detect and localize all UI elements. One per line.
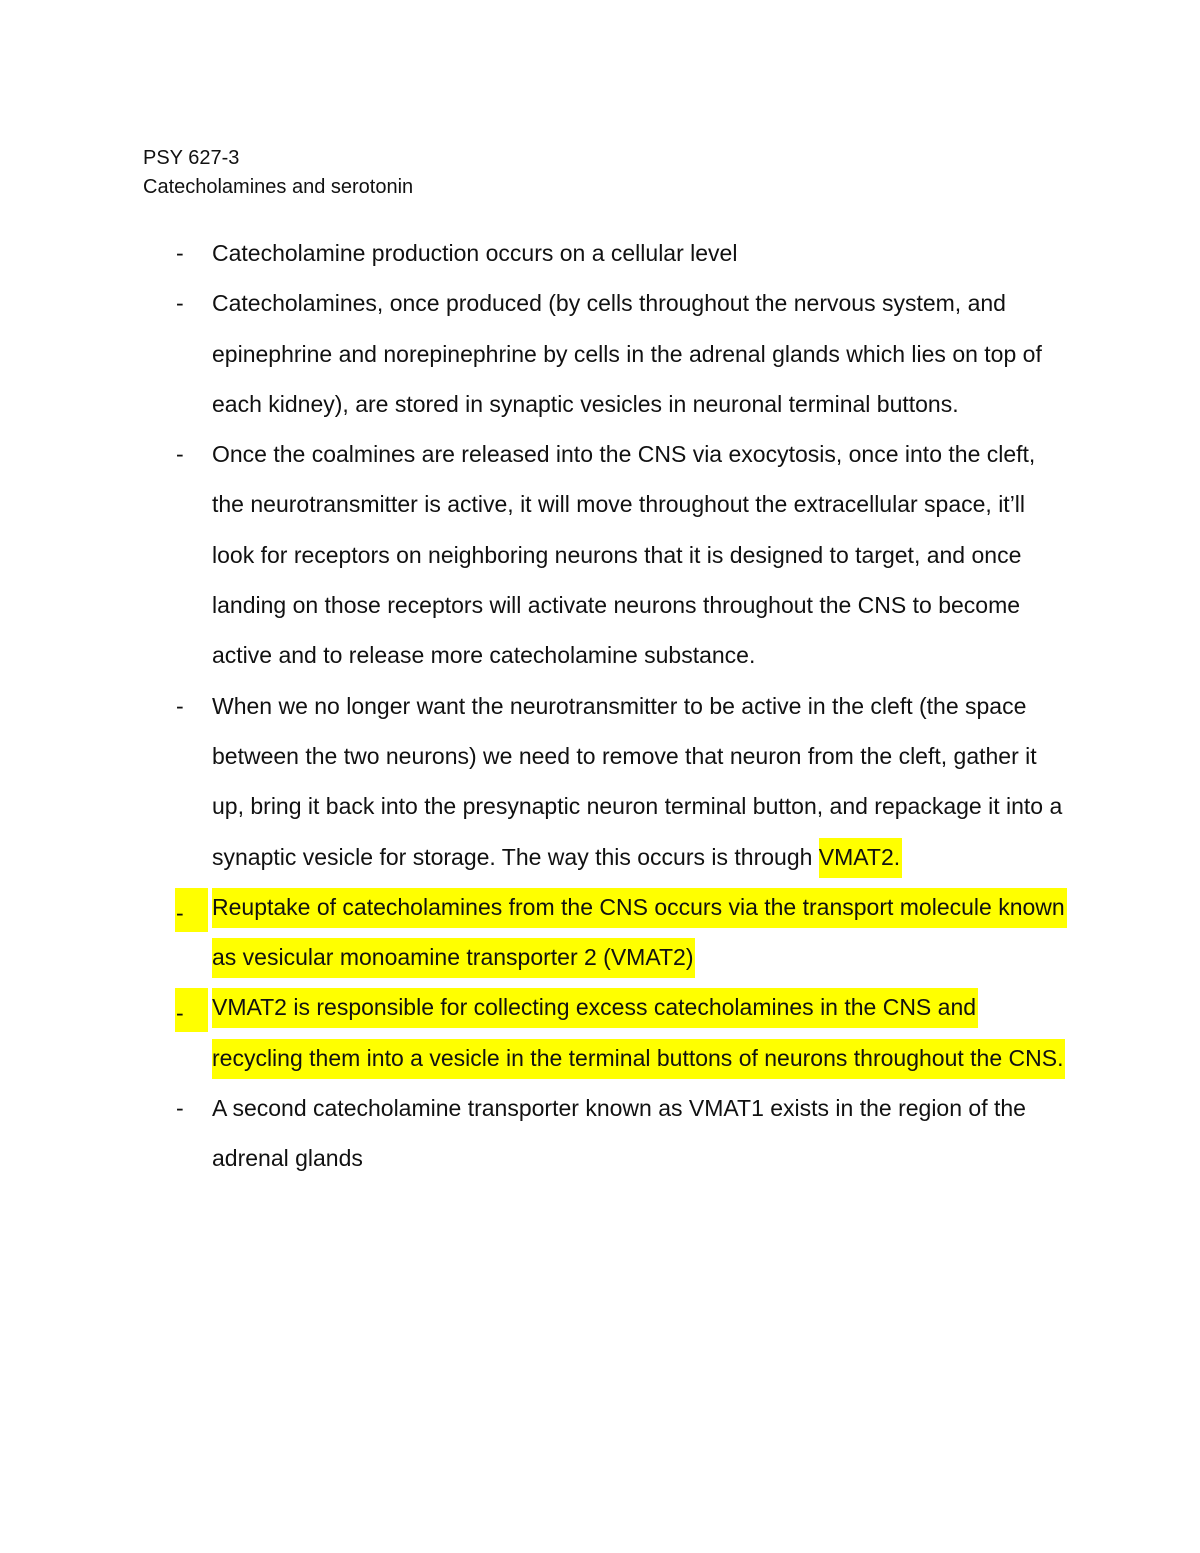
bullet-text — [212, 982, 1070, 1083]
bullet-text: Catecholamines, once produced (by cells throughout the nervous system, and epinephrine and norepinephrine by cells in the adrenal glands which lies on top of each kidney), are stored in synaptic vesicles in neuronal terminal buttons. — [212, 290, 1042, 417]
bullet-item — [170, 228, 1070, 278]
bullet-marker: - — [176, 1095, 184, 1122]
highlighted-term: VMAT2. — [819, 838, 902, 878]
bullet-text: Catecholamine production occurs on a cellular level — [212, 240, 738, 266]
bullet-text — [212, 681, 1070, 882]
bullet-marker: - — [175, 988, 208, 1032]
bullet-marker: - — [176, 441, 184, 468]
document-header — [143, 144, 413, 202]
bullet-item — [170, 681, 1070, 882]
bullet-item-highlighted — [170, 882, 1070, 983]
highlighted-text: Reuptake of catecholamines from the CNS occurs via the transport molecule known as vesicular monoamine transporter 2 (VMAT2) — [212, 888, 1067, 978]
bullet-marker: - — [176, 290, 184, 317]
notes-bullet-list — [170, 228, 1070, 1184]
lecture-topic: Catecholamines and serotonin — [143, 176, 414, 198]
bullet-item — [170, 278, 1070, 429]
bullet-marker: - — [176, 240, 184, 266]
bullet-item — [170, 429, 1070, 680]
highlighted-text: VMAT2 is responsible for collecting excess catecholamines in the CNS and recycling them into a vesicle in the terminal buttons of neurons throughout the CNS. — [212, 988, 1065, 1078]
bullet-marker: - — [176, 692, 184, 719]
bullet-text: A second catecholamine transporter known as VMAT1 exists in the region of the adrenal glands — [212, 1095, 1026, 1172]
course-code: PSY 627-3 — [143, 147, 240, 169]
bullet-text-plain: When we no longer want the neurotransmitter to be active in the cleft (the space between the two neurons) we need to remove that neuron from the cleft, gather it up, bring it back into the presynaptic neuron terminal button, and repackage it into a synaptic vesicle for storage. The way this occurs is through — [212, 692, 1063, 870]
bullet-text: Once the coalmines are released into the CNS via exocytosis, once into the cleft, the neurotransmitter is active, it will move throughout the extracellular space, it’ll look for receptors on neighboring neurons that it is designed to target, and once landing on those receptors will activate neurons throughout the CNS to become active and to release more catecholamine substance. — [212, 441, 1036, 669]
bullet-item — [170, 1083, 1070, 1184]
bullet-marker: - — [175, 888, 208, 932]
bullet-text — [212, 882, 1070, 983]
bullet-item-highlighted — [170, 982, 1070, 1083]
